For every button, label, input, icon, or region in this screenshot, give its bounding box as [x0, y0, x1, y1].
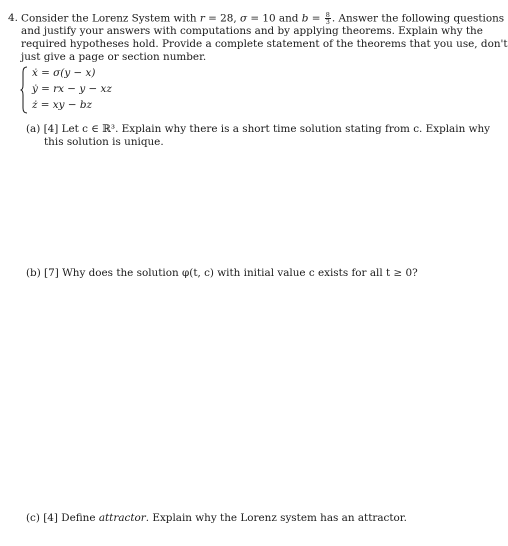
part-a-line-2: this solution is unique. [44, 136, 164, 148]
equation-x-dot: ẋ = σ(y − x) [32, 67, 96, 79]
equation-z-dot: ż = xy − bz [32, 99, 92, 111]
problem-statement-line-2: and justify your answers with computations and by applying theorems. Explain why the [21, 25, 483, 37]
var-sigma: σ [239, 12, 248, 25]
part-b-line-1: (b) [7] Why does the solution φ(t, c) with initial value c exists for all t ≥ 0? [26, 267, 418, 279]
problem-statement-line-4: just give a page or section number. [21, 51, 207, 63]
statement-text: = [308, 12, 324, 25]
problem-statement-line-3: required hypotheses hold. Provide a complete statement of the theorems that you use, don't [21, 38, 508, 50]
part-c-line-1 [26, 512, 407, 525]
fraction-eight-thirds [325, 12, 331, 25]
equation-y-dot: ẏ = rx − y − xz [32, 83, 112, 95]
statement-text: . Answer the following questions [331, 12, 505, 25]
part-c-text: . Explain why the Lorenz system has an attractor. [145, 512, 407, 524]
problem-statement-line-1 [21, 12, 504, 25]
term-attractor: attractor [98, 512, 146, 524]
var-b: b [301, 12, 309, 25]
left-brace-icon [20, 66, 28, 114]
statement-text: = 10 and [247, 12, 302, 25]
var-r: r [199, 12, 205, 25]
fraction-numerator: 8 [325, 11, 330, 19]
fraction-denominator: 3 [325, 18, 330, 26]
statement-text: Consider the Lorenz System with [21, 12, 200, 25]
problem-number: 4. [8, 12, 18, 24]
statement-text: = 28, [204, 12, 240, 25]
part-a-line-1: (a) [4] Let c ∈ ℝ³. Explain why there is a short time solution stating from c. Explain why [26, 123, 491, 135]
part-c-text: (c) [4] Define [26, 512, 99, 524]
lorenz-system-equations [20, 66, 160, 114]
